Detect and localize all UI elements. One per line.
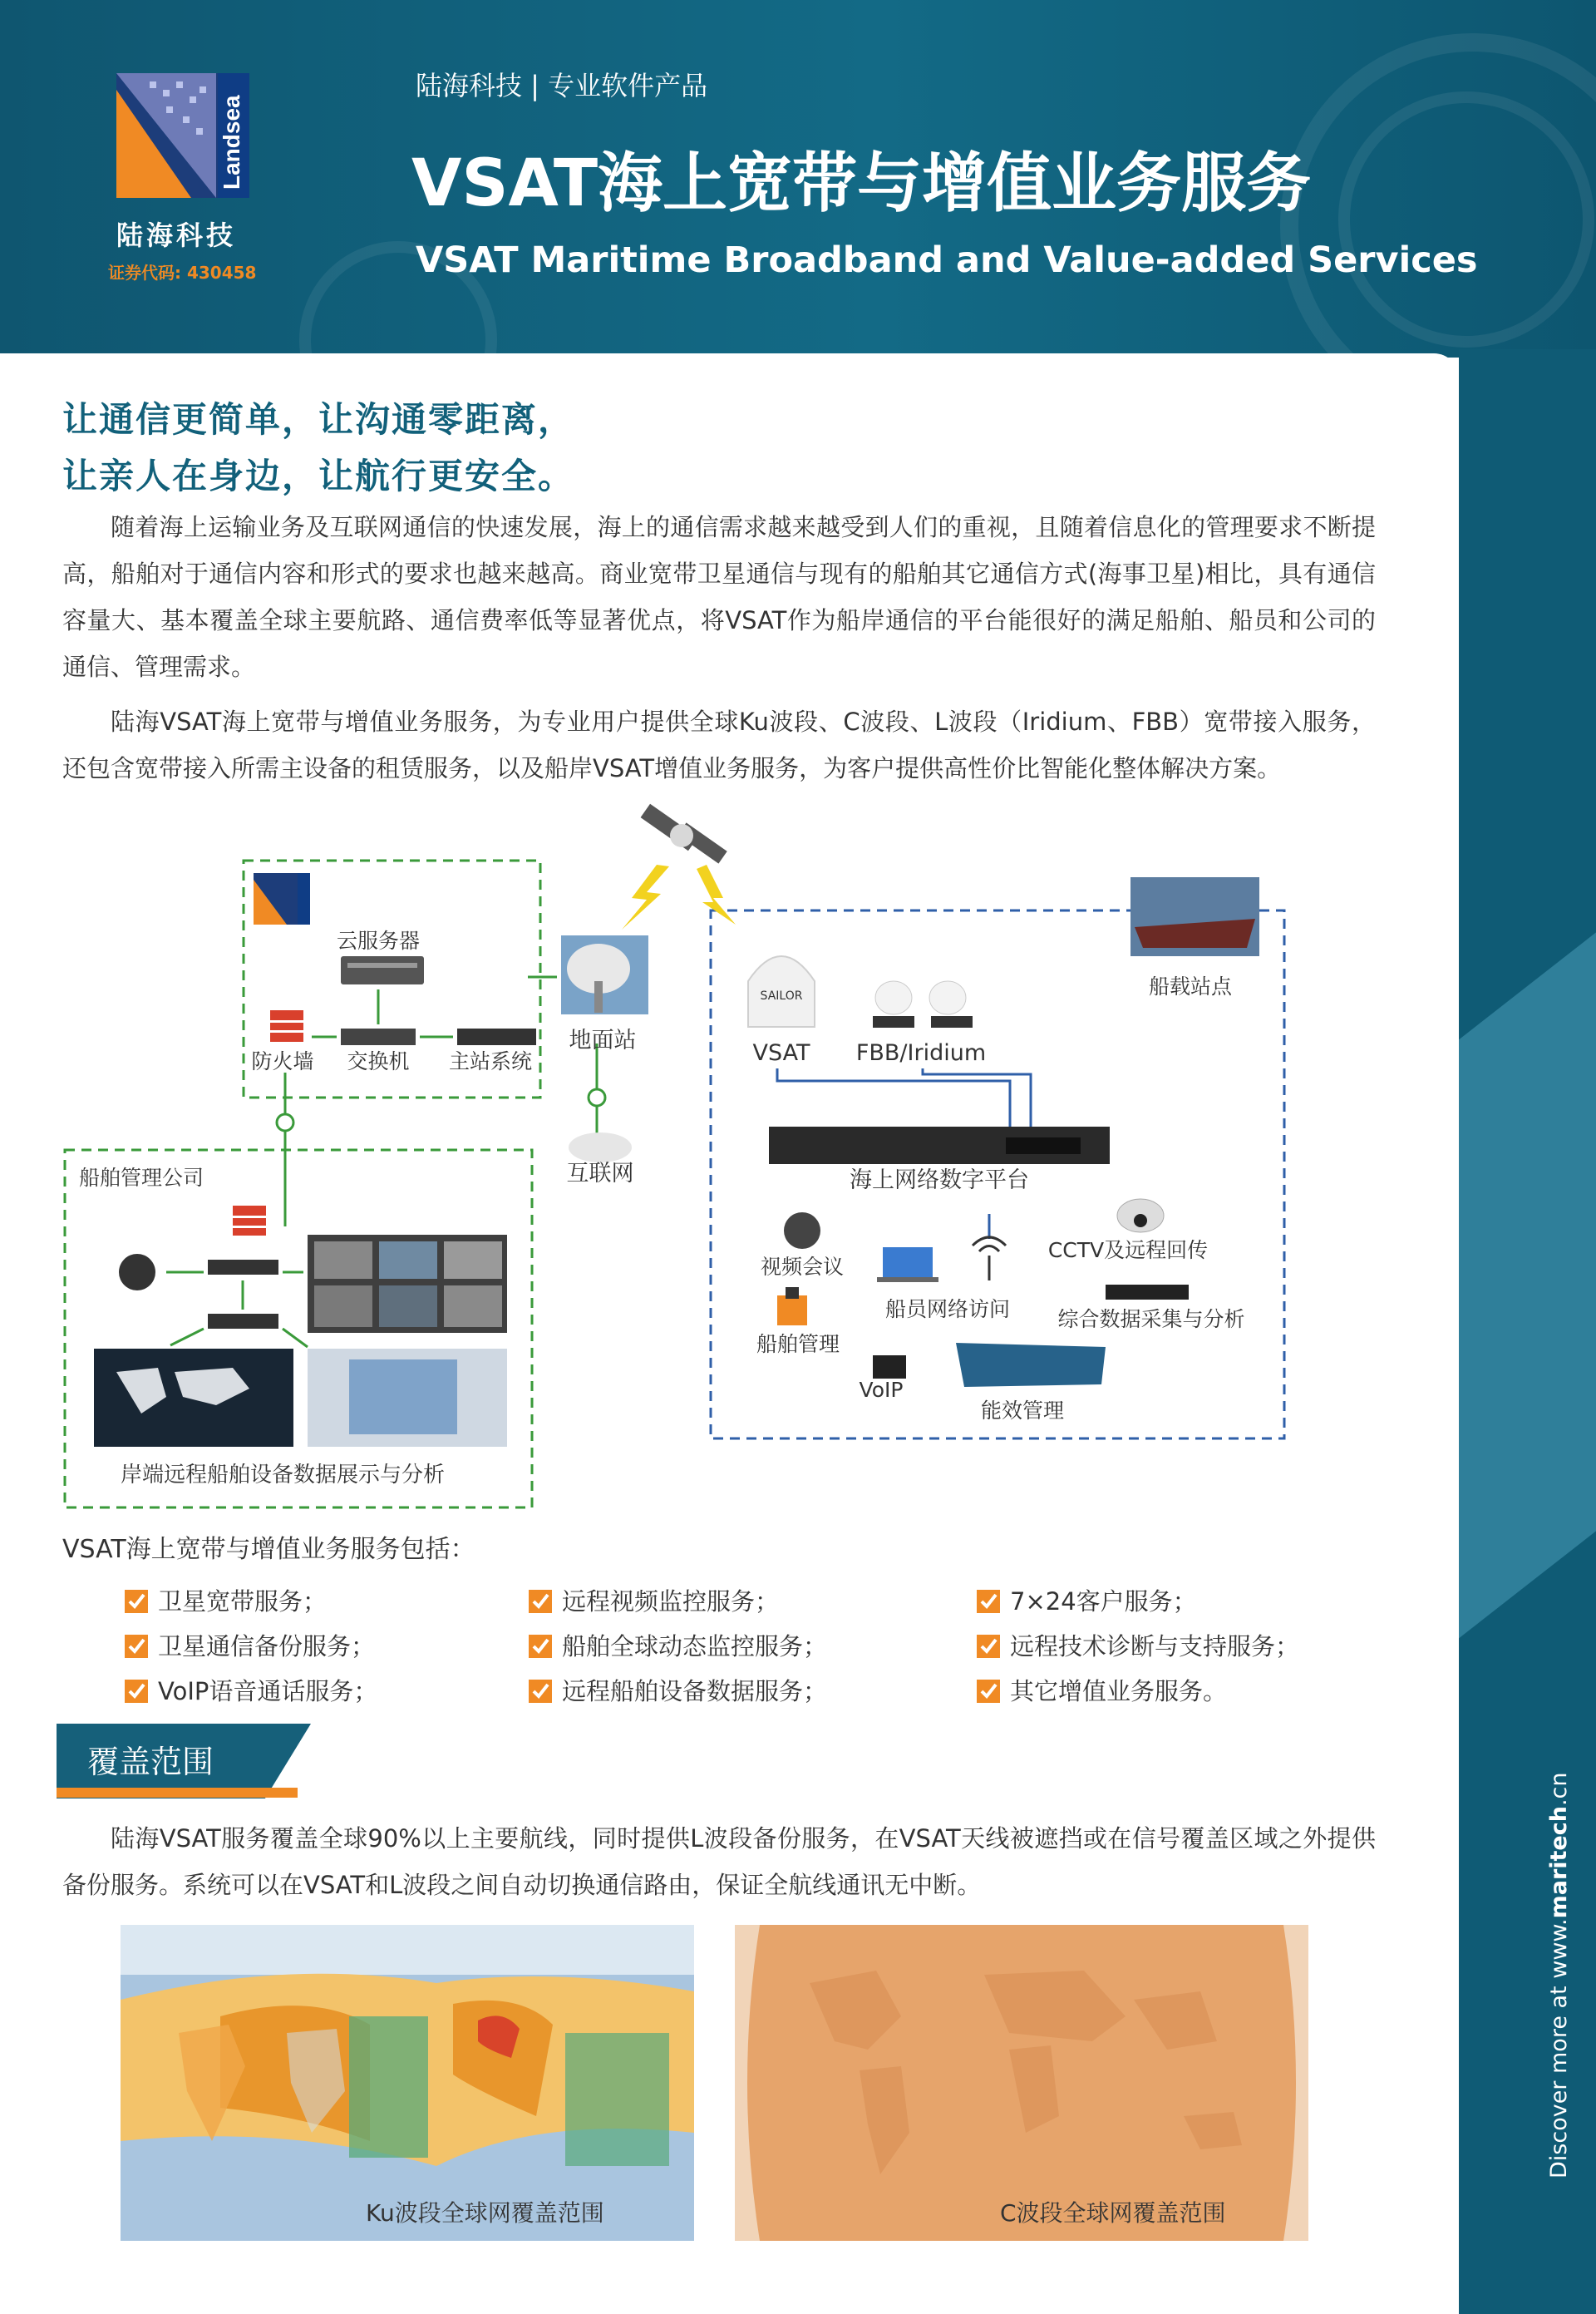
service-item: 其它增值业务服务。: [977, 1673, 1227, 1707]
landsea-logo: [116, 73, 249, 198]
firewall-label: 防火墙: [251, 1049, 314, 1073]
master-station-icon: [457, 1029, 536, 1045]
crew-access-label: 船员网络访问: [884, 1297, 1011, 1321]
crew-laptop-icon: [877, 1247, 938, 1282]
company-camera-icon: [119, 1254, 155, 1290]
slogan-line1: 让通信更简单，让沟通零距离，: [62, 399, 575, 440]
decor-circle: [1338, 91, 1594, 348]
page-subtitle-en: VSAT Maritime Broadband and Value-added Services: [416, 239, 1478, 281]
video-conf-icon: [784, 1212, 820, 1249]
services-title: VSAT海上宽带与增值业务服务包括：: [62, 1535, 475, 1564]
slogan-line2: 让亲人在身边，让航行更安全。: [62, 456, 575, 496]
data-collect-label: 综合数据采集与分析: [1057, 1307, 1245, 1331]
energy-ship-icon: [956, 1343, 1106, 1387]
energy-label: 能效管理: [980, 1399, 1065, 1423]
check-icon: [977, 1680, 1000, 1703]
decor-stripe: [1459, 884, 1596, 1677]
coverage-paragraph: 陆海VSAT服务覆盖全球90%以上主要航线，同时提供L波段备份服务，在VSAT天线被遮挡或在信号覆盖区域之外提供备份服务。系统可以在VSAT和L波段之间自动切换通信路由，保证全航线通讯无中断。: [62, 1824, 1376, 1899]
voip-label: VoIP: [859, 1378, 904, 1402]
internet-label: 互联网: [566, 1161, 634, 1187]
video-conf-label: 视频会议: [760, 1255, 845, 1279]
c-coverage-map: [735, 1925, 1308, 2241]
check-icon: [977, 1590, 1000, 1613]
c-map-label: C波段全球网覆盖范围: [1000, 2199, 1226, 2227]
switch-label: 交换机: [347, 1049, 410, 1073]
check-icon: [529, 1590, 552, 1613]
ship-mgmt-icon: [777, 1287, 807, 1325]
ship-station-label: 船载站点: [1148, 974, 1233, 999]
vsat-dome-icon: [748, 956, 815, 1027]
ground-station-label: 地面站: [569, 1028, 637, 1053]
master-station-label: 主站系统: [448, 1049, 533, 1073]
cctv-label: CCTV及远程回传: [1047, 1238, 1209, 1262]
sea-platform-label: 海上网络数字平台: [850, 1167, 1029, 1193]
ku-map-label: Ku波段全球网覆盖范围: [366, 2199, 604, 2227]
svg-text:SAILOR: SAILOR: [760, 989, 803, 1003]
intro-paragraph-1: 随着海上运输业务及互联网通信的快速发展，海上的通信需求越来越受到人们的重视，且随着信息化的管理要求不断提高，船舶对于通信内容和形式的要求也越来越高。商业宽带卫星通信与现有的船舶其它通信方式(海事卫星)相比，具有通信容量大、基本覆盖全球主要航路、通信费率低等显著优点，将VSAT作为船岸通信的平台能很好的满足船舶、船员和公司的通信、管理需求。: [62, 513, 1376, 681]
ship-mgmt-label: 船舶管理: [756, 1332, 840, 1356]
company-switch-icon: [208, 1260, 278, 1275]
service-item: 卫星宽带服务；: [125, 1583, 327, 1617]
firewall-icon: [270, 1010, 303, 1042]
internet-cloud-icon: [569, 1132, 632, 1162]
vsat-label: VSAT: [752, 1040, 810, 1066]
stock-code: 证券代码: 430458: [108, 263, 257, 283]
ship-icon: [1130, 877, 1259, 956]
cctv-icon: [1117, 1199, 1164, 1232]
service-item: 7×24客户服务；: [977, 1583, 1197, 1617]
service-item: VoIP语音通话服务；: [125, 1673, 377, 1707]
logo-chinese-name: 陆海科技: [116, 220, 237, 251]
switch-icon: [341, 1029, 416, 1045]
company-router-icon: [208, 1314, 278, 1329]
header-banner: [0, 0, 1596, 358]
header-kicker: 陆海科技 | 专业软件产品: [416, 70, 708, 101]
shore-display-label: 岸端远程船舶设备数据展示与分析: [120, 1463, 446, 1488]
fbb-label: FBB/Iridium: [855, 1040, 987, 1066]
network-diagram: [0, 798, 1330, 1513]
company-label: 船舶管理公司: [79, 1166, 204, 1190]
check-icon: [529, 1635, 552, 1658]
service-item: 远程技术诊断与支持服务；: [977, 1628, 1299, 1662]
data-collect-icon: [1106, 1285, 1189, 1300]
check-icon: [125, 1635, 148, 1658]
coverage-heading: 覆盖范围: [87, 1744, 214, 1780]
signal-bolt-right: [697, 865, 736, 925]
company-firewall-icon: [233, 1206, 266, 1236]
cloud-server-label: 云服务器: [336, 929, 421, 953]
coverage-tab-underline: [57, 1788, 298, 1798]
satellite-icon: [641, 804, 727, 864]
service-item: 远程船舶设备数据服务；: [529, 1673, 827, 1707]
discover-more-link[interactable]: Discover more at www.maritech.cn: [1546, 1772, 1572, 2178]
service-item: 船舶全球动态监控服务；: [529, 1628, 827, 1662]
svg-text:Landsea: Landsea: [219, 95, 244, 190]
service-item: 远程视频监控服务；: [529, 1583, 779, 1617]
voip-phone-icon: [873, 1355, 906, 1379]
intro-paragraph-2: 陆海VSAT海上宽带与增值业务服务，为专业用户提供全球Ku波段、C波段、L波段（Iridium、FBB）宽带接入服务，还包含宽带接入所需主设备的租赁服务，以及船岸VSAT增值业务服务，为客户提供高性价比智能化整体解决方案。: [62, 708, 1376, 782]
ku-coverage-map: [121, 1925, 694, 2241]
check-icon: [977, 1635, 1000, 1658]
right-side-band: [1459, 349, 1596, 2314]
wifi-antenna-icon: [973, 1237, 1006, 1280]
check-icon: [125, 1590, 148, 1613]
cloud-server-icon: [341, 956, 424, 984]
fbb-iridium-icon: [873, 981, 973, 1028]
signal-bolt-left: [622, 865, 669, 930]
check-icon: [125, 1680, 148, 1703]
ground-station-icon: [561, 935, 648, 1014]
landsea-mini-logo: [254, 873, 310, 925]
check-icon: [529, 1680, 552, 1703]
page-title: VSAT海上宽带与增值业务服务: [411, 146, 1312, 221]
service-item: 卫星通信备份服务；: [125, 1628, 375, 1662]
